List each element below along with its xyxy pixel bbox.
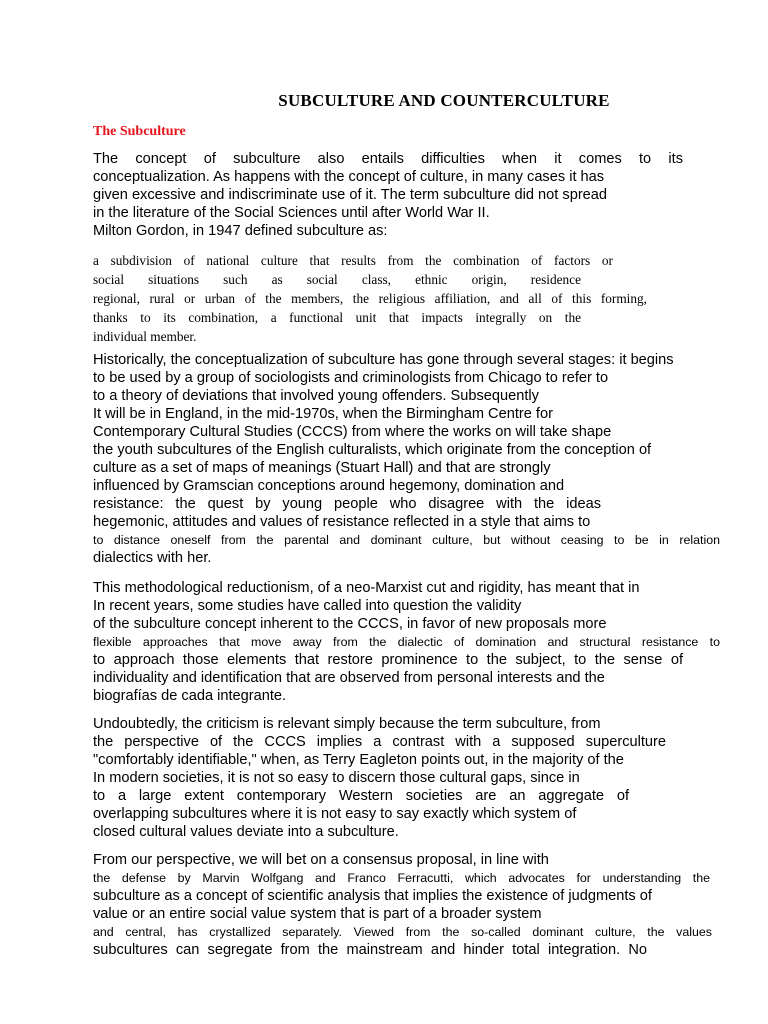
quote-line: a subdivision of national culture that results from the combination of factors or: [93, 253, 613, 268]
paragraph-line: and central, has crystallized separately. Viewed from the so-called dominant culture, the values: [93, 925, 712, 939]
paragraph-line: subcultures can segregate from the mainstream and hinder total integration. No: [93, 942, 647, 958]
paragraph-line: The concept of subculture also entails difficulties when it comes to its: [93, 151, 683, 167]
paragraph-line: resistance: the quest by young people who disagree with the ideas: [93, 496, 601, 512]
paragraph-line: influenced by Gramscian conceptions around hegemony, domination and: [93, 478, 565, 494]
document-title: SUBCULTURE AND COUNTERCULTURE: [278, 91, 610, 110]
paragraph-line: From our perspective, we will bet on a consensus proposal, in line with: [93, 852, 549, 868]
paragraph-line: of the subculture concept inherent to the CCCS, in favor of new proposals more: [93, 616, 607, 632]
paragraph-line: in the literature of the Social Sciences until after World War II.: [93, 205, 490, 221]
paragraph-line: Milton Gordon, in 1947 defined subculture as:: [93, 223, 388, 239]
paragraph-line: flexible approaches that move away from the dialectic of domination and structural resistance to: [93, 635, 720, 649]
paragraph-line: This methodological reductionism, of a neo-Marxist cut and rigidity, has meant that in: [93, 580, 640, 596]
paragraph-line: the youth subcultures of the English culturalists, which originate from the conception of: [93, 442, 652, 458]
paragraph-line: value or an entire social value system that is part of a broader system: [93, 906, 542, 922]
paragraph-line: hegemonic, attitudes and values of resistance reflected in a style that aims to: [93, 514, 591, 530]
paragraph-line: Undoubtedly, the criticism is relevant simply because the term subculture, from: [93, 716, 601, 732]
quote-line: thanks to its combination, a functional unit that impacts integrally on the: [93, 310, 581, 325]
paragraph-line: to a theory of deviations that involved young offenders. Subsequently: [93, 388, 539, 404]
paragraph-line: closed cultural values deviate into a subculture.: [93, 824, 399, 840]
paragraph-line: individuality and identification that are observed from personal interests and the: [93, 670, 605, 686]
section-heading: The Subculture: [93, 124, 186, 139]
paragraph-line: overlapping subcultures where it is not easy to say exactly which system of: [93, 806, 577, 822]
paragraph-line: biografías de cada integrante.: [93, 688, 287, 704]
paragraph-line: to be used by a group of sociologists and criminologists from Chicago to refer to: [93, 370, 609, 386]
paragraph-line: conceptualization. As happens with the concept of culture, in many cases it has: [93, 169, 605, 185]
paragraph-line: to distance oneself from the parental and dominant culture, but without ceasing to be in relation: [93, 533, 720, 547]
paragraph-line: given excessive and indiscriminate use of it. The term subculture did not spread: [93, 187, 608, 203]
paragraph-line: to a large extent contemporary Western societies are an aggregate of: [93, 788, 629, 804]
paragraph-line: It will be in England, in the mid-1970s, when the Birmingham Centre for: [93, 406, 553, 422]
paragraph-line: In recent years, some studies have called into question the validity: [93, 598, 522, 614]
gordon-definition-quote: [93, 251, 683, 346]
paragraph-line: In modern societies, it is not so easy to discern those cultural gaps, since in: [93, 770, 580, 786]
paragraph-line: culture as a set of maps of meanings (Stuart Hall) and that are strongly: [93, 460, 551, 476]
quote-line: individual member.: [93, 329, 197, 344]
paragraph-line: the perspective of the CCCS implies a contrast with a supposed superculture: [93, 734, 666, 750]
quote-line: regional, rural or urban of the members, the religious affiliation, and all of this forming,: [93, 291, 647, 306]
paragraph-criticism: [93, 715, 683, 841]
paragraph-history: [93, 351, 720, 567]
paragraph-line: Contemporary Cultural Studies (CCCS) from where the works on will take shape: [93, 424, 612, 440]
paragraph-reductionism: [93, 579, 720, 705]
paragraph-perspective: [93, 851, 712, 959]
paragraph-intro: [93, 150, 683, 240]
quote-line: social situations such as social class, ethnic origin, residence: [93, 272, 581, 287]
paragraph-line: the defense by Marvin Wolfgang and Franco Ferracutti, which advocates for understanding the: [93, 871, 710, 885]
paragraph-line: "comfortably identifiable," when, as Terry Eagleton points out, in the majority of the: [93, 752, 624, 768]
paragraph-line: subculture as a concept of scientific analysis that implies the existence of judgments of: [93, 888, 652, 904]
paragraph-line: dialectics with her.: [93, 550, 212, 566]
paragraph-line: to approach those elements that restore prominence to the subject, to the sense of: [93, 652, 683, 668]
paragraph-line: Historically, the conceptualization of subculture has gone through several stages: it begins: [93, 352, 674, 368]
